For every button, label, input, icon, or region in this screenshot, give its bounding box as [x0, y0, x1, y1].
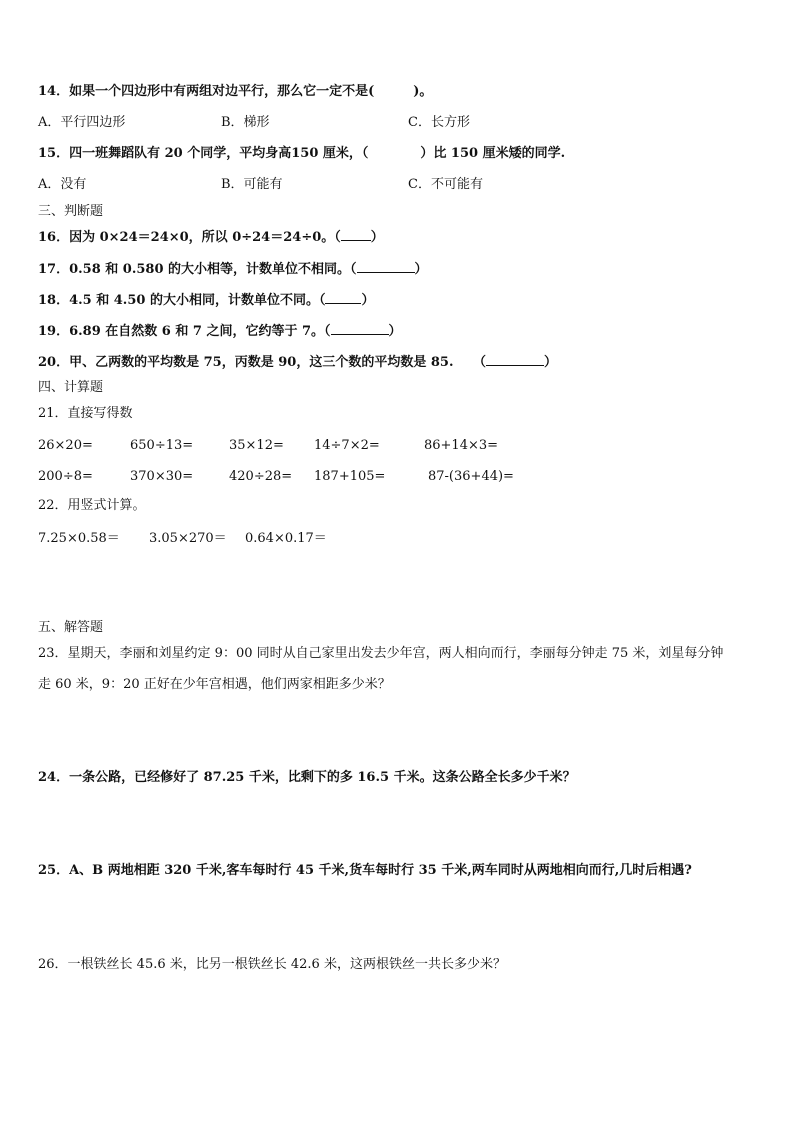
answer-blank[interactable] [357, 261, 415, 273]
option-c: C．不可能有 [408, 177, 483, 192]
option-a: A．平行四边形 [38, 115, 126, 130]
math-item: 650÷13= [130, 438, 194, 453]
question-26: 26．一根铁丝长 45.6 米，比另一根铁丝长 42.6 米，这两根铁丝一共长多少米？ [38, 957, 506, 972]
question-19-text: 19．6.89 在自然数 6 和 7 之间，它约等于 7。（ [38, 324, 331, 339]
question-14-stem: 14．如果一个四边形中有两组对边平行，那么它一定不是( )。 [38, 84, 433, 99]
math-item: 14÷7×2= [314, 438, 380, 453]
option-b: B．梯形 [221, 115, 270, 130]
question-15-stem: 15．四一班舞蹈队有 20 个同学，平均身高150 厘米，（ ）比 150 厘米矮的同学. [38, 146, 566, 161]
question-25: 25．A、B 两地相距 320 千米,客车每时行 45 千米,货车每时行 35 千米,两车同时从两地相向而行,几时后相遇? [38, 863, 692, 878]
option-c: C．长方形 [408, 115, 470, 130]
calc-item: 7.25×0.58＝ [38, 531, 120, 546]
question-17-text: 17．0.58 和 0.580 的大小相等，计数单位不相同。（ [38, 262, 357, 277]
question-18: 18．4.5 和 4.50 的大小相同，计数单位不同。（ ） [38, 293, 375, 308]
question-20: 20．甲、乙两数的平均数是 75，丙数是 90，这三个数的平均数是 85. （ ） [38, 355, 557, 370]
math-item: 87-(36+44)= [428, 469, 514, 484]
question-19: 19．6.89 在自然数 6 和 7 之间，它约等于 7。（ ） [38, 324, 402, 339]
question-16-text: 16．因为 0×24＝24×0，所以 0÷24＝24÷0。（ [38, 230, 341, 245]
question-22-title: 22．用竖式计算。 [38, 498, 146, 513]
section-heading-word-problems: 五、解答题 [38, 620, 104, 635]
question-24: 24．一条公路，已经修好了 87.25 千米，比剩下的多 16.5 千米。这条公路全长多少千米？ [38, 770, 576, 785]
section-heading-judgement: 三、判断题 [38, 204, 104, 219]
question-23-line-2: 走 60 米，9：20 正好在少年宫相遇，他们两家相距多少米？ [38, 677, 391, 692]
answer-blank[interactable] [486, 354, 544, 366]
question-23-line-1: 23．星期天，李丽和刘星约定 9：00 同时从自己家里出发去少年宫，两人相向而行，李丽每分钟走 75 米，刘星每分钟 [38, 646, 724, 661]
answer-blank[interactable] [341, 229, 371, 241]
question-18-text: 18．4.5 和 4.50 的大小相同，计数单位不同。（ [38, 293, 326, 308]
calc-item: 0.64×0.17＝ [245, 531, 327, 546]
option-a: A．没有 [38, 177, 87, 192]
question-21-title: 21．直接写得数 [38, 406, 133, 421]
math-item: 86+14×3= [424, 438, 499, 453]
answer-blank[interactable] [325, 292, 361, 304]
math-item: 187+105= [314, 469, 386, 484]
math-item: 420÷28= [229, 469, 293, 484]
math-item: 26×20= [38, 438, 93, 453]
option-b: B．可能有 [221, 177, 283, 192]
calc-item: 3.05×270＝ [149, 531, 227, 546]
question-17: 17．0.58 和 0.580 的大小相等，计数单位不相同。（ ） [38, 262, 428, 277]
math-item: 35×12= [229, 438, 284, 453]
section-heading-calculation: 四、计算题 [38, 380, 104, 395]
math-item: 200÷8= [38, 469, 93, 484]
math-item: 370×30= [130, 469, 194, 484]
answer-blank[interactable] [331, 323, 389, 335]
question-16: 16．因为 0×24＝24×0，所以 0÷24＝24÷0。（ ） [38, 230, 384, 245]
question-20-text: 20．甲、乙两数的平均数是 75，丙数是 90，这三个数的平均数是 85. （ [38, 355, 486, 370]
